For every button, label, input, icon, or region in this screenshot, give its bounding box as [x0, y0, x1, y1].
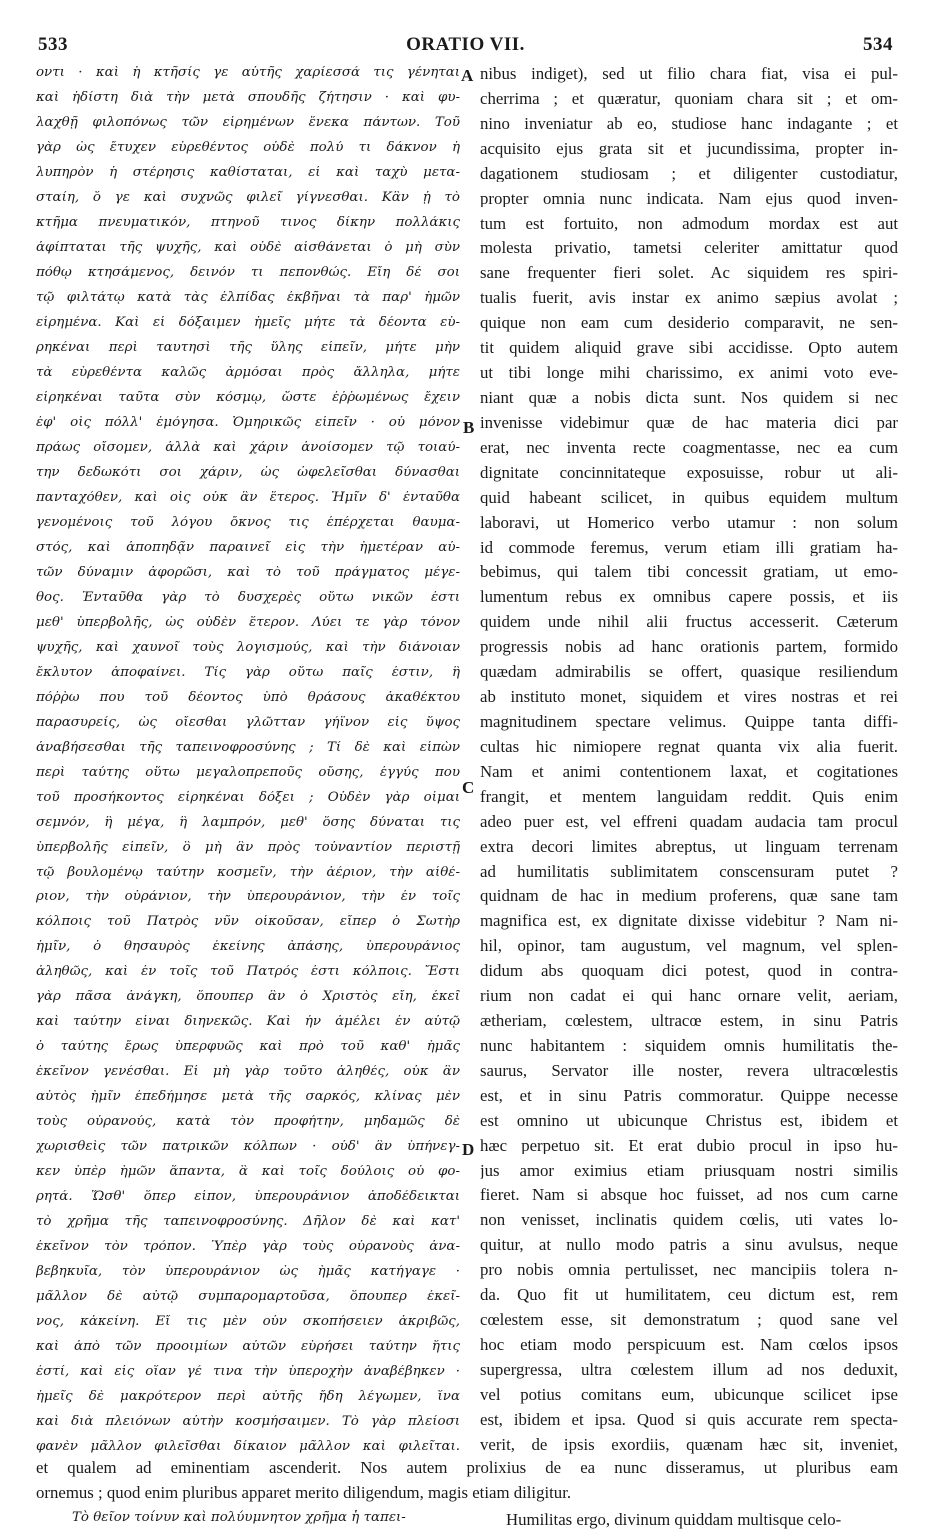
greek-text-line: ἐφ' οἷς πόλλ' ἐμόγησα. Ὁμηρικῶς εἰπεῖν · οὐ μόνον — [36, 415, 460, 430]
latin-text-line: erat, nec inventa recte coagmentasse, nec ea cum — [480, 439, 898, 457]
latin-text-line: magnitudinem spectare velimus. Quippe tanta diffi- — [480, 713, 898, 731]
greek-text-line: βεβηκυῖα, τὸν ὑπερουράνιον ὡς ἡμᾶς κατήγαγε · — [36, 1265, 460, 1279]
latin-column — [480, 66, 898, 1454]
greek-text-line: λαχθῇ φιλοπόνως τῶν εἰρημένων ἕνεκα πάντων. Τοῦ — [36, 115, 460, 130]
section-marker-c: C — [462, 778, 475, 797]
latin-text-line: cherrima ; et quæratur, quoniam chara sit ; et om- — [480, 90, 898, 108]
greek-text-line: ἡμῖν, ὁ θησαυρὸς ἐκείνης ἁπάσης, ὑπερουράνιος — [36, 940, 460, 954]
latin-text-line: tualis fuerit, avis instar ex animo sæpius avolat ; — [480, 290, 898, 308]
latin-text-line: quidnam de hac in medium proferens, quæ sane tam — [480, 888, 898, 906]
latin-text-line: Nam et animi contentionem laxat, et cogitationes — [480, 763, 898, 781]
greek-text-line: παρασυρείς, ὡς οἴεσθαι γλῶτταν γήϊνον εἰς ὕψος — [36, 715, 460, 729]
latin-text-line: pro nobis omnia pertulisset, nec mancipiis tolera n- — [480, 1262, 898, 1280]
latin-text-line: magnifica est, ex dignitate dixisse videbitur ? Nam ni- — [480, 913, 898, 931]
latin-text-line: invenisse videbimur quæ de hac materia dici par — [480, 414, 898, 432]
greek-text-line: λυπηρὸν ἡ στέρησις καθίσταται, εἰ καὶ ταχὺ μετα- — [36, 165, 460, 180]
latin-text-line: jus amor eximius etiam priusquam nostri similis — [480, 1162, 898, 1180]
latin-text-line: nino inveniatur ab eo, studiose hanc indagante ; et — [480, 115, 898, 133]
greek-text-line: ἀναβήσεσθαι τῆς ταπεινοφροσύνης ; Τί δὲ καὶ εἰπὼν — [36, 740, 460, 754]
latin-text-line: cultas hic nimiopere regnat quanta vix alia fuerit. — [480, 738, 898, 756]
latin-text-line: est, et in sinu Patris commoratur. Quippe necesse — [480, 1087, 898, 1105]
latin-text-line: saurus, Servator ille noster, revera ultracœlestis — [480, 1062, 898, 1080]
greek-text-line: κόλποις τοῦ Πατρὸς νῦν οἰκοῦσαν, εἴπερ ὁ Σωτὴρ — [36, 915, 460, 929]
running-title: ORATIO VII. — [406, 34, 525, 55]
greek-text-line: τῷ φιλτάτῳ κατὰ τὰς ἐλπίδας ἐκβῆναι τὰ παρ' ἡμῶν — [36, 290, 460, 305]
latin-text-line: acquisito ejus grata sit et jucundissima, propter in- — [480, 140, 898, 158]
latin-text-line: ad humilitatis sublimitatem conscensuram putet ? — [480, 863, 898, 881]
greek-text-line: γὰρ πᾶσα ἀνάγκη, ὅπουπερ ἂν ὁ Χριστὸς εἴη, ἐκεῖ — [36, 990, 460, 1004]
greek-text-line: ἀφίπταται τῆς ψυχῆς, καὶ οὐδὲ αἰσθάνεται ὁ μὴ σὺν — [36, 240, 460, 255]
greek-text-line: ριον, τὴν οὐράνιον, τὴν ὑπερουράνιον, τὴν ἐν τοῖς — [36, 890, 460, 904]
greek-text-line: ἡμεῖς δὲ μακρότερον περὶ αὐτῆς ἤδη λέγωμεν, ἵνα — [36, 1390, 460, 1404]
greek-text-line: κτῆμα πνευματικόν, πτηνοῦ τινος δίκην πολλάκις — [36, 215, 460, 230]
latin-text-line: vel potius comitans eum, ubicunque scilicet ipse — [480, 1386, 898, 1404]
latin-text-line: hil, opinor, tam augustum, vel magnum, vel splen- — [480, 938, 898, 956]
left-page-number: 533 — [38, 34, 68, 55]
greek-text-line: νος, κἀκείνη. Εἴ τις μὲν οὖν σκοπήσειεν ἀκριβῶς, — [36, 1315, 460, 1329]
latin-text-line: nibus indiget), sed ut filio chara fiat, visa ei pul- — [480, 66, 898, 83]
bottom-line-2: ornemus ; quod enim pluribus apparet merito diligendum, magis etiam diligitur. — [36, 1483, 572, 1502]
greek-text-line: στός, καὶ ἀποπηδᾷν παραινεῖ εἰς τὴν ἡμετέραν αὐ- — [36, 540, 460, 555]
greek-text-line: κεν ὑπὲρ ἡμῶν ἅπαντα, ἃ καὶ τοῖς δούλοις οὐ φο- — [36, 1165, 460, 1179]
greek-text-line: μᾶλλον δὲ αὐτῷ συμπαρομαρτοῦσα, ὅπουπερ ἐκεῖ- — [36, 1290, 460, 1304]
greek-text-line: ἔκλυτον ἀποφαίνει. Τίς γὰρ οὕτω παῖς ἐστιν, ἢ — [36, 665, 460, 680]
latin-text-line: bebimus, qui talem tibi concessit gratiam, ut emo- — [480, 564, 898, 582]
latin-text-line: hæc perpetuo sit. Et erat dubio procul in ipso hu- — [480, 1137, 898, 1155]
greek-text-line: ἀληθῶς, καὶ ἐν τοῖς τοῦ Πατρός ἐστι κόλποις. Ἔστι — [36, 965, 460, 979]
greek-text-line: ἐστί, καὶ εἰς οἵαν γέ τινα τὴν ὑπεροχὴν ἀναβέβηκεν · — [36, 1365, 460, 1379]
greek-text-line: οντι · καὶ ἡ κτῆσίς γε αὐτῆς χαρίεσσά τις γένηται — [36, 66, 460, 80]
latin-text-line: da. Quo fit ut humilitatem, ceu dictum est, rem — [480, 1287, 898, 1304]
latin-text-line: ut tibi longe mihi charissimo, ex animi voto eve- — [480, 365, 898, 382]
latin-text-line: est, ibidem et ipsa. Quod si quis accurate rem specta- — [480, 1411, 898, 1429]
latin-text-line: sane frequenter fieri solet. Ac siquidem res spiri- — [480, 265, 898, 283]
section-marker-b: B — [463, 418, 475, 437]
latin-text-line: est omnino ut ubicunque Christus est, ibidem et — [480, 1112, 898, 1130]
latin-text-line: adeo puer est, vel effreni quadam audacia tam procul — [480, 813, 898, 831]
footer-latin-line: Humilitas ergo, divinum quiddam multisque celo- — [506, 1510, 842, 1529]
latin-text-line: progressis nobis ad hanc orationis partem, formido — [480, 639, 898, 656]
greek-text-line: τῶν δύναμιν ἀφορῶσι, καὶ τὸ τοῦ πράγματος μέγε- — [36, 565, 460, 580]
greek-text-line: πανταχόθεν, καὶ οἷς οὐκ ἂν ἕτερος. Ἡμῖν δ' ἐνταῦθα — [36, 490, 460, 505]
greek-text-line: ἐκεῖνον τὸν τρόπον. Ὑπὲρ γὰρ τοὺς οὐρανοὺς ἀνα- — [36, 1240, 460, 1254]
latin-text-line: id commode feremus, verum etiam illi gratiam ha- — [480, 539, 898, 557]
greek-text-line: καὶ ταύτην εἶναι διηνεκῶς. Καὶ ἦν ἀμέλει ἐν αὐτῷ — [36, 1015, 460, 1029]
greek-text-line: σταίη, ὅ γε καὶ συχνῶς φιλεῖ γίγνεσθαι. Κἂν ᾖ τὸ — [36, 190, 460, 205]
greek-text-line: τοῦ προσήκοντος εἰρηκέναι δόξει ; Οὐδὲν γὰρ οἶμαι — [36, 790, 460, 804]
greek-text-line: ρητά. Ὥσθ' ὅπερ εἶπον, ὑπερουράνιον ἀποδέδεικται — [36, 1190, 460, 1204]
bottom-line-1: et qualem ad eminentiam ascenderit. Nos autem prolixius de ea nunc disseramus, ut pluribus eam — [36, 1458, 898, 1477]
greek-text-line: τοὺς οὐρανούς, κατὰ τὸν προφήτην, μηδαμῶς δὲ — [36, 1115, 460, 1129]
right-page-number: 534 — [863, 34, 893, 55]
greek-text-line: ρηκέναι περὶ ταυτησὶ τῆς ὕλης εἰπεῖν, μήτε μὴν — [36, 340, 460, 355]
latin-text-line: tit quidem aliquid grave sibi accidisse. Opto autem — [480, 340, 898, 357]
greek-text-line: πόῤῥω που τοῦ δέοντος ὑπὸ θράσους ἀκαθέκτου — [36, 690, 460, 705]
greek-text-line: ὑπερβολῆς εἰπεῖν, ὃ μὴ ἂν πρὸς τοὐναντίον περιστῇ — [36, 840, 460, 854]
greek-text-line: μεθ' ὑπερβολῆς, ὡς οὐδὲν ἕτερον. Λύει τε γὰρ τόνον — [36, 615, 460, 630]
latin-text-line: fieret. Nam si absque hoc fuisset, ad nos cum carne — [480, 1187, 898, 1205]
greek-text-line: θος. Ἐνταῦθα γὰρ τὸ δυσχερὲς οὕτω νικῶν ἐστι — [36, 590, 460, 605]
greek-text-line: τὸ χρῆμα τῆς ταπεινοφροσύνης. Δῆλον δὲ καὶ κατ' — [36, 1215, 460, 1229]
greek-text-line: φανὲν μᾶλλον φιλεῖσθαι δίκαιον μᾶλλον καὶ φιλεῖται. — [36, 1440, 460, 1454]
greek-text-line: πράως οἴσομεν, ἀλλὰ καὶ χάριν ἀνοίσομεν τῷ τοιαύ- — [36, 440, 460, 455]
greek-text-line: καὶ ἀπὸ τῶν προοιμίων αὐτῶν εὑρήσει ταύτην ἥτις — [36, 1340, 460, 1354]
latin-text-line: quædam admirabilis se offert, quasique resiliendum — [480, 664, 898, 681]
greek-text-line: γὰρ ὡς ἔτυχεν εὑρεθέντος οὐδὲ πολύ τι δάκνον ἡ — [36, 140, 460, 155]
section-marker-d: D — [462, 1140, 475, 1159]
greek-text-line: ψυχῆς, καὶ χαυνοῖ τοὺς λογισμούς, καὶ τὴν διάνοιαν — [36, 640, 460, 655]
latin-text-line: lumentum rebus ex omnibus capere possis, et iis — [480, 589, 898, 607]
latin-text-line: verit, de ipsis exordiis, quænam hæc sit, inveniet, — [480, 1436, 898, 1454]
greek-text-line: αὐτὸς ἡμῖν ἐπεδήμησε μετὰ τῆς σαρκός, κλίνας μὲν — [36, 1090, 460, 1104]
latin-text-line: non venisset, inclinatis quidem cœlis, uti vates lo- — [480, 1212, 898, 1230]
greek-text-line: τὰ εὑρεθέντα καλῶς ἁρμόσαι πρὸς ἄλληλα, μήτε — [36, 365, 460, 380]
greek-text-line: σεμνόν, ἢ μέγα, ἢ λαμπρόν, μεθ' ὅσης δύναται τις — [36, 815, 460, 829]
latin-text-line: molesta privatio, tametsi celeriter amittatur quod — [480, 240, 898, 258]
greek-text-line: εἰρηκέναι ταῦτα σὺν κόσμῳ, ὥστε ἐῤῥωμένως ἔχειν — [36, 390, 460, 405]
greek-text-line: ὁ ταύτης ἔρως ὑπερφυῶς καὶ πρὸ τοῦ καθ' ἡμᾶς — [36, 1040, 460, 1054]
latin-text-line: ab instituto monet, siquidem et vires nostras et rei — [480, 689, 898, 706]
latin-text-line: didum abs quoquam dici potest, quod in contra- — [480, 963, 898, 980]
latin-text-line: dagationem studiosam ; et diligenter custodiatur, — [480, 165, 898, 183]
latin-text-line: frangit, et mentem languidam reddit. Quis enim — [480, 788, 898, 806]
greek-text-line: ἐκεῖνον γενέσθαι. Εἰ μὴ γὰρ τοῦτο ἀληθές, οὐκ ἂν — [36, 1065, 460, 1079]
latin-text-line: quique non eam cum desiderio comparavit, ne sen- — [480, 315, 898, 333]
latin-text-line: laboravi, ut Homerico verbo utamur : non solum — [480, 514, 898, 532]
latin-text-line: cœlestem esse, sit demonstratum ; quod sane vel — [480, 1312, 898, 1329]
greek-text-line: τῷ βουλομένῳ ταύτην κοσμεῖν, τὴν ἀέριον, τὴν αἰθέ- — [36, 865, 460, 879]
latin-text-line: extra decori limites abreptus, ut linguam terrenam — [480, 838, 898, 856]
latin-text-line: quid habeant scilicet, in quibus equidem multum — [480, 489, 898, 507]
greek-text-line: πόθῳ κτησάμενος, δεινόν τι πεπονθώς. Εἴη δέ σοι — [36, 265, 460, 280]
latin-text-line: nunc habitantem : siquidem omnis humilitatis the- — [480, 1037, 898, 1055]
latin-text-line: quidem unde nihil alii fructus accesserit. Cæterum — [480, 614, 898, 632]
greek-text-line: εἰρημένα. Καὶ εἰ δόξαιμεν ἡμεῖς μήτε τὰ δέοντα εὑ- — [36, 315, 460, 330]
latin-text-line: dignitate concinnitateque exposuisse, robur ut ali- — [480, 464, 898, 482]
latin-text-line: supergressa, ultra cœlestem illum ad nos deduxit, — [480, 1361, 898, 1379]
footer-greek-line: Τὸ θεῖον τοίνυν καὶ πολύυμνητον χρῆμα ἡ ταπει- — [72, 1510, 406, 1525]
latin-text-line: tum est fortuito, non admodum mordax est aut — [480, 215, 898, 233]
latin-text-line: niant quæ a nobis dicta sunt. Nos quidem si nec — [480, 389, 898, 407]
greek-text-line: γενομένοις τοῦ λόγου ὄκνος τις ἐπέρχεται θαυμα- — [36, 515, 460, 530]
latin-text-line: rium non cadat ei qui hanc ornare velit, aeriam, — [480, 988, 898, 1005]
greek-text-line: περὶ ταύτης οὕτω μεγαλοπρεποῦς οὔσης, ἐγγύς που — [36, 765, 460, 779]
latin-text-line: quitur, at nullo modo patris a sinu avulsus, neque — [480, 1237, 898, 1255]
greek-text-line: την δεδωκότι σοι χάριν, ὡς ὠφελεῖσθαι δύνασθαι — [36, 465, 460, 480]
section-marker-a: A — [461, 66, 474, 85]
greek-text-line: καὶ ἡδίστη διὰ τὴν μετὰ σπουδῆς ζήτησιν · καὶ φυ- — [36, 90, 460, 105]
latin-text-line: propter omnia nunc indicata. Nam ejus quod inven- — [480, 190, 898, 208]
latin-text-line: ætheriam, cœlestem, ultracœ estem, in sinu Patris — [480, 1013, 898, 1030]
greek-text-line: καὶ διὰ πλειόνων αὐτὴν κοσμήσαιμεν. Τὸ γὰρ πλείοσι — [36, 1415, 460, 1429]
greek-text-line: χωρισθεὶς τῶν πατρικῶν κόλπων · οὐδ' ἂν ὑπήνεγ- — [36, 1140, 460, 1154]
latin-text-line: hoc etiam modo perspicuum est. Nam cœlos ipsos — [480, 1337, 898, 1354]
greek-column — [36, 66, 460, 1454]
